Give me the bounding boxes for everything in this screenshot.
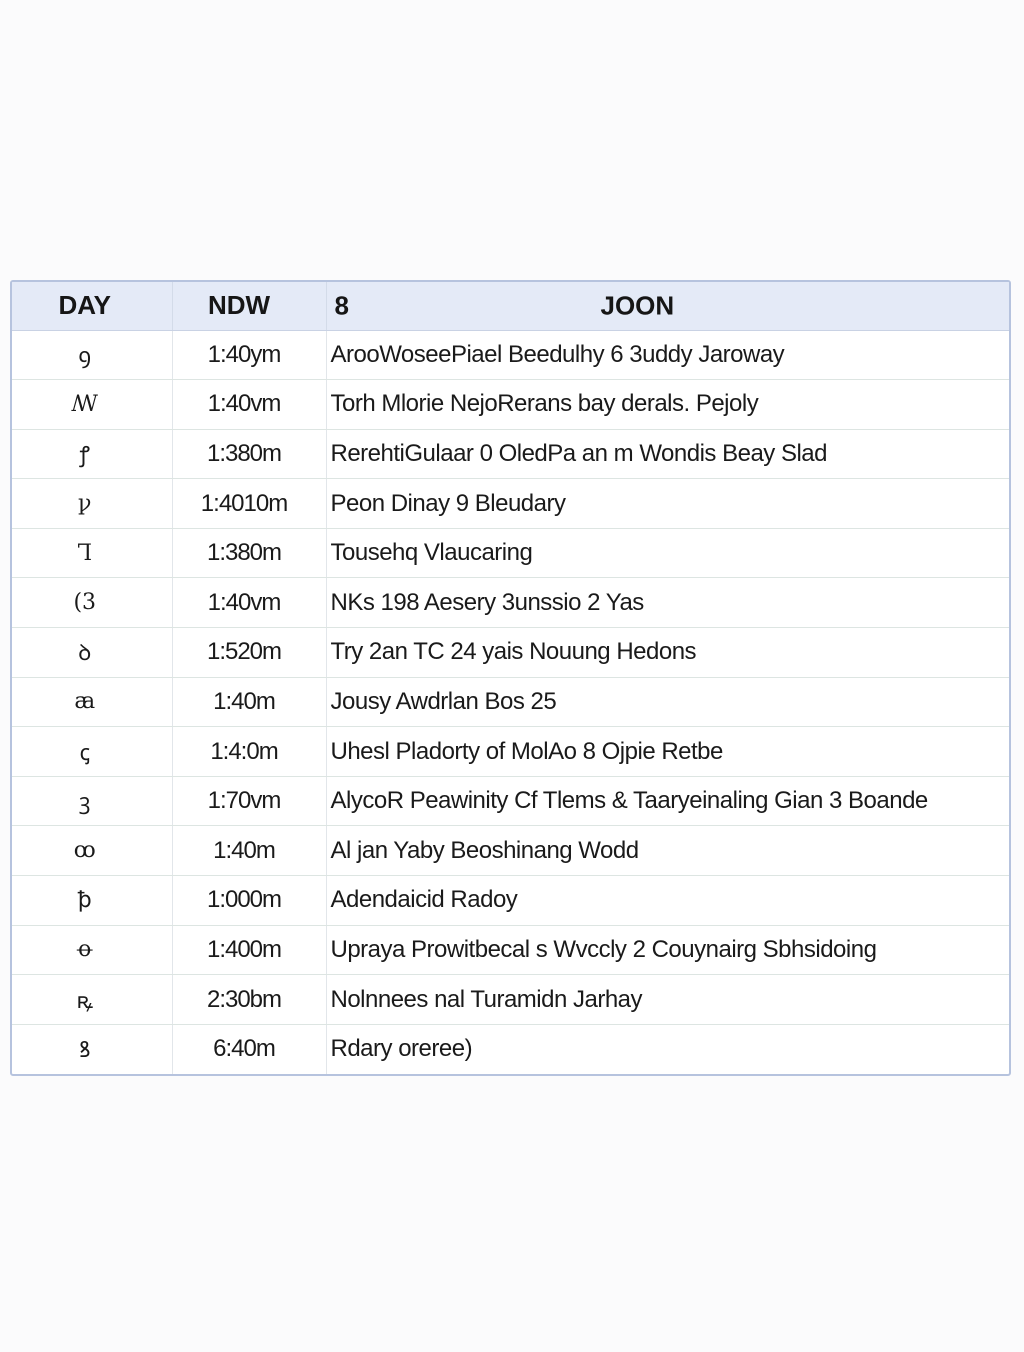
day-cell: ꞔ	[12, 727, 172, 777]
table-row	[12, 876, 1009, 926]
time-cell: 1:400m	[172, 925, 326, 975]
column-header-title: JOON	[600, 290, 675, 321]
table-row	[12, 727, 1009, 777]
table-row	[12, 925, 1009, 975]
column-header-number: 8	[334, 290, 349, 321]
description-cell: Try 2an TC 24 yais Nouung Hedons	[326, 628, 1009, 678]
description-cell: NKs 198 Aesery 3unssio 2 Yas	[326, 578, 1009, 628]
day-cell: ꝺ	[12, 628, 172, 678]
time-cell: 1:4:0m	[172, 727, 326, 777]
table-body	[12, 330, 1009, 1074]
day-cell: ꝶ	[12, 975, 172, 1025]
day-cell: Ꞁ	[12, 528, 172, 578]
description-cell: ArooWoseePiael Beedulhy 6 3uddy Jaroway	[326, 330, 1009, 380]
time-cell: 1:40vm	[172, 380, 326, 430]
description-cell: Nolnnees nal Turamidn Jarhay	[326, 975, 1009, 1025]
table-row	[12, 479, 1009, 529]
description-cell: Al jan Yaby Beoshinang Wodd	[326, 826, 1009, 876]
table-row	[12, 429, 1009, 479]
table-row	[12, 677, 1009, 727]
table-row	[12, 380, 1009, 430]
time-cell: 1:70vm	[172, 776, 326, 826]
day-cell: ꝯ	[12, 330, 172, 380]
description-cell: Tousehq Vlaucaring	[326, 528, 1009, 578]
description-cell: Torh Mlorie NejoRerans bay derals. Pejoly	[326, 380, 1009, 430]
description-cell: Jousy Awdrlan Bos 25	[326, 677, 1009, 727]
time-cell: 1:40m	[172, 677, 326, 727]
table-row	[12, 975, 1009, 1025]
schedule-table	[12, 282, 1009, 1074]
description-cell: RerehtiGulaar 0 OledPa an m Wondis Beay Slad	[326, 429, 1009, 479]
column-header-time: NDW	[172, 282, 326, 330]
day-cell: ꝏ	[12, 826, 172, 876]
description-cell: Adendaicid Radoy	[326, 876, 1009, 926]
column-header-day: DAY	[12, 282, 172, 330]
column-header-description	[326, 282, 1009, 330]
description-cell: Rdary oreree)	[330, 1035, 473, 1063]
table-row	[12, 628, 1009, 678]
time-cell: 1:40vm	[172, 578, 326, 628]
table-row	[12, 826, 1009, 876]
table-row	[12, 1024, 1009, 1074]
table-row	[12, 528, 1009, 578]
time-cell: 2:30bm	[172, 975, 326, 1025]
time-cell: 1:000m	[172, 876, 326, 926]
table-header	[12, 282, 1009, 330]
time-cell: 1:4010m	[172, 479, 326, 529]
schedule-table-container	[10, 280, 1011, 1076]
day-cell: ꝩ	[12, 479, 172, 529]
description-cell: Peon Dinay 9 Bleudary	[326, 479, 1009, 529]
day-cell: ꝸ	[12, 1024, 172, 1074]
time-cell: 1:40ym	[172, 330, 326, 380]
description-cell: Uhesl Pladorty of MolAo 8 Ojpie Retbe	[326, 727, 1009, 777]
header-row	[12, 282, 1009, 330]
description-cell: Upraya Prowitbecal s Wvccly 2 Couynairg Sbhsidoing	[326, 925, 1009, 975]
table-row	[12, 776, 1009, 826]
day-cell: ꝥ	[12, 876, 172, 926]
table-row	[12, 330, 1009, 380]
time-cell: 1:520m	[172, 628, 326, 678]
day-cell: ꝭ	[12, 429, 172, 479]
day-cell: ꟿ	[12, 380, 172, 430]
time-cell: 6:40m	[172, 1024, 326, 1074]
time-cell: 1:380m	[172, 429, 326, 479]
day-cell: ꝫ	[12, 776, 172, 826]
table-row	[12, 578, 1009, 628]
time-cell: 1:380m	[172, 528, 326, 578]
time-cell: 1:40m	[172, 826, 326, 876]
day-cell: ꜳ	[12, 677, 172, 727]
day-cell: (3	[12, 578, 172, 628]
day-cell: ꝋ	[12, 925, 172, 975]
description-cell: AlycoR Peawinity Cf Tlems & Taaryeinaling Gian 3 Boande	[326, 776, 1009, 826]
